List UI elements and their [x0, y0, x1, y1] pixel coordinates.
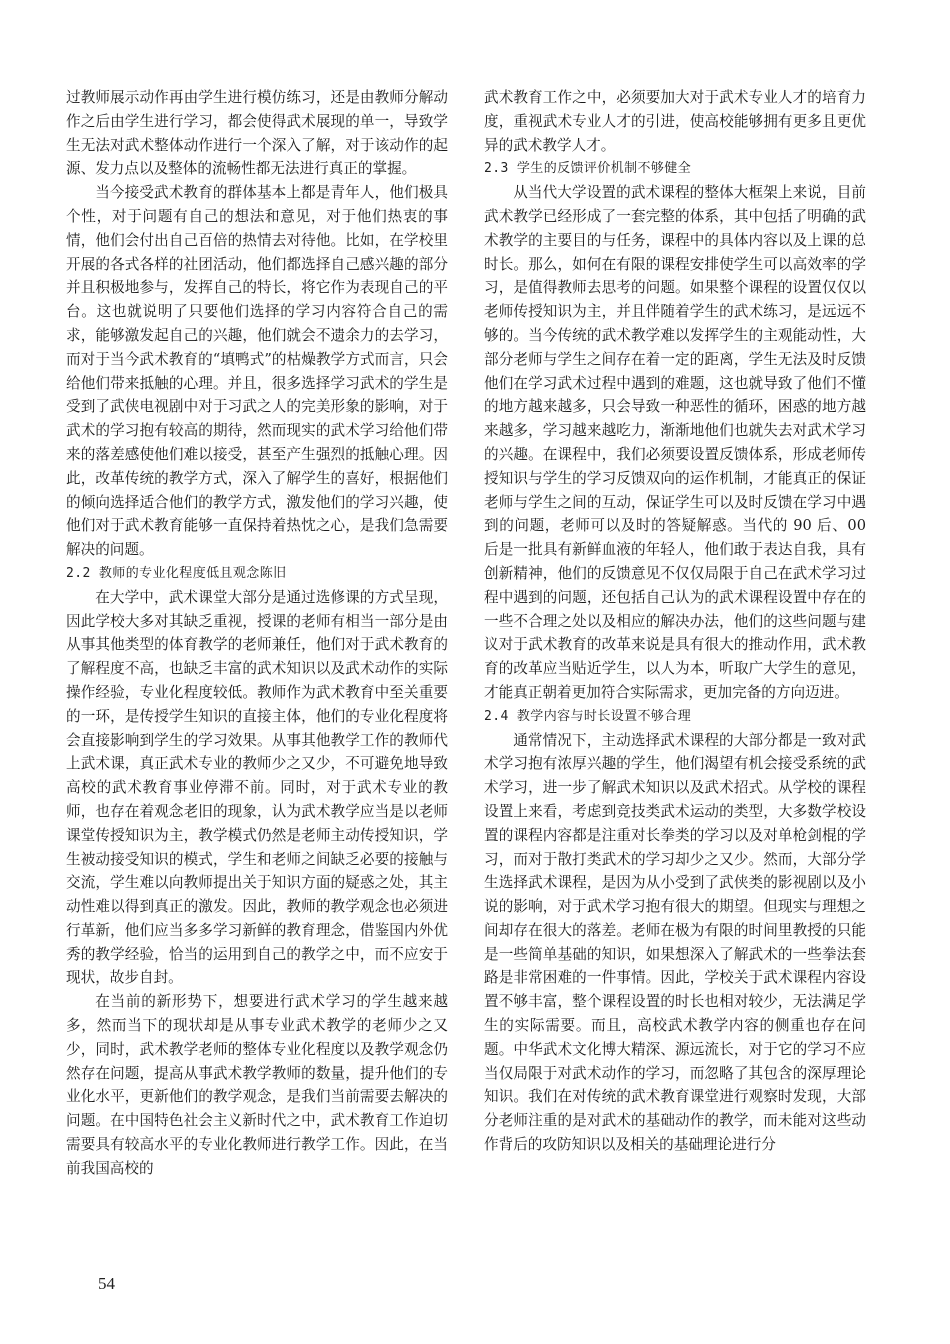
right-column — [484, 86, 866, 1157]
paragraph: 在大学中，武术课堂大部分是通过选修课的方式呈现，因此学校大多对其缺乏重视，授课的老师有相当一部分是由从事其他类型的体育教学的老师兼任，他们对于武术教育的了解程度不高，也缺乏丰富的武术知识以及武术动作的实际操作经验，专业化程度较低。教师作为武术教育中至关重要的一环，是传授学生知识的直接主体，他们的专业化程度将会直接影响到学生的学习效果。从事其他教学工作的教师代上武术课，真正武术专业的教师少之又少，不可避免地导致高校的武术教育事业停滞不前。同时，对于武术专业的教师，也存在着观念老旧的现象，认为武术教学应当是以老师课堂传授知识为主，教学模式仍然是老师主动传授知识，学生被动接受知识的模式，学生和老师之间缺乏必要的接触与交流，学生难以向教师提出关于知识方面的疑惑之处，其主动性难以得到真正的激发。因此，教师的教学观念也必须进行革新，他们应当多多学习新鲜的教育理念，借鉴国内外优秀的教学经验，恰当的运用到自己的教学之中，而不应安于现状，故步自封。 — [66, 588, 448, 987]
left-column — [66, 86, 448, 1181]
paragraph: 从当代大学设置的武术课程的整体大框架上来说，目前武术教学已经形成了一套完整的体系，其中包括了明确的武术教学的主要目的与任务，课程中的具体内容以及上课的总时长。那么，如何在有限的课程安排使学生可以高效率的学习，是值得教师去思考的问题。如果整个课程的设置仅仅以老师传授知识为主，并且伴随着学生的武术练习，是远远不够的。当今传统的武术教学难以发挥学生的主观能动性，大部分老师与学生之间存在着一定的距离，学生无法及时反馈他们在学习武术过程中遇到的难题，这也就导致了他们不懂的地方越来越多，只会导致一种恶性的循环，困惑的地方越来越多，学习越来越吃力，渐渐地他们也就失去对武术学习的兴趣。在课程中，我们必须要设置反馈体系，形成老师传授知识与学生的学习反馈双向的运作机制，才能真正的保证老师与学生之间的互动，保证学生可以及时反馈在学习中遇到的问题，老师可以及时的答疑解惑。当代的 90 后、00 后是一批具有新鲜血液的年轻人，他们敢于表达自我，具有创新精神，他们的反馈意见不仅仅局限于自己在武术学习过程中遇到的问题，还包括自己认为的武术课程设置中存在的一些不合理之处以及相应的解决办法，他们的这些问题与建议对于武术教育的改革来说是具有很大的推动作用，武术教育的改革应当贴近学生，以人为本，听取广大学生的意见，才能真正朝着更加符合实际需求，更加完备的方向迈进。 — [484, 184, 866, 701]
paragraph: 通常情况下，主动选择武术课程的大部分都是一致对武术学习抱有浓厚兴趣的学生，他们渴望有机会接受系统的武术学习，进一步了解武术知识以及武术招式。从学校的课程设置上来看，考虑到竞技类武术运动的类型，大多数学校设置的课程内容都是注重对长拳类的学习以及对单枪剑棍的学习，而对于散打类武术的学习却少之又少。然而，大部分学生选择武术课程，是因为从小受到了武侠类的影视剧以及小说的影响，对于武术学习抱有很大的期望。但现实与理想之间却存在很大的落差。老师在极为有限的时间里教授的只能是一些简单基础的知识，如果想深入了解武术的一些拳法套路是非常困难的一件事情。因此，学校关于武术课程内容设置不够丰富，整个课程设置的时长也相对较少，无法满足学生的实际需要。而且，高校武术教学内容的侧重也存在问题。中华武术文化博大精深、源远流长，对于它的学习不应当仅局限于对武术动作的学习，而忽略了其包含的深厚理论知识。我们在对传统的武术教育课堂进行观察时发现，大部分老师注重的是对武术的基础动作的教学，而未能对这些动作背后的攻防知识以及相关的基础理论进行分 — [484, 731, 866, 1154]
section-heading-2-3: 2.3 学生的反馈评价机制不够健全 — [484, 161, 692, 177]
section-heading-2-2: 2.2 教师的专业化程度低且观念陈旧 — [66, 565, 287, 581]
paragraph: 在当前的新形势下，想要进行武术学习的学生越来越多，然而当下的现状却是从事专业武术教学的老师少之又少，同时，武术教学老师的整体专业化程度以及教学观念仍然存在问题，提高从事武术教学教师的数量，提升他们的专业化水平，更新他们的教学观念，是我们当前需要去解决的问题。在中国特色社会主义新时代之中，武术教育工作迫切需要具有较高水平的专业化教师进行教学工作。因此，在当前我国高校的 — [66, 993, 448, 1177]
page-number: 54 — [98, 1274, 115, 1293]
paragraph: 当今接受武术教育的群体基本上都是青年人，他们极具个性，对于问题有自己的想法和意见，对于他们热衷的事情，他们会付出自己百倍的热情去对待他。比如，在学校里开展的各式各样的社团活动，他们都选择自己感兴趣的部分并且积极地参与，发挥自己的特长，将它作为表现自己的平台。这也就说明了只要他们选择的学习内容符合自己的需求，能够激发起自己的兴趣，他们就会不遗余力的去学习，而对于当今武术教育的“填鸭式”的枯燥教学方式而言，只会给他们带来抵触的心理。并且，很多选择学习武术的学生是受到了武侠电视剧中对于习武之人的完美形象的影响，对于武术的学习抱有较高的期待，然而现实的武术学习给他们带来的落差感使他们难以接受，甚至产生强烈的抵触心理。因此，改革传统的教学方式，深入了解学生的喜好，根据他们的倾向选择适合他们的教学方式，激发他们的学习兴趣，使他们对于武术教育能够一直保持着热忱之心，是我们急需要解决的问题。 — [66, 184, 448, 559]
section-heading-2-4: 2.4 教学内容与时长设置不够合理 — [484, 708, 692, 724]
paragraph: 过教师展示动作再由学生进行模仿练习，还是由教师分解动作之后由学生进行学习，都会使得武术展现的单一，导致学生无法对武术整体动作进行一个深入了解，对于该动作的起源、发力点以及整体的流畅性都无法进行真正的掌握。 — [66, 89, 448, 178]
paragraph: 武术教育工作之中，必须要加大对于武术专业人才的培育力度，重视武术专业人才的引进，使高校能够拥有更多且更优异的武术教学人才。 — [484, 89, 866, 154]
